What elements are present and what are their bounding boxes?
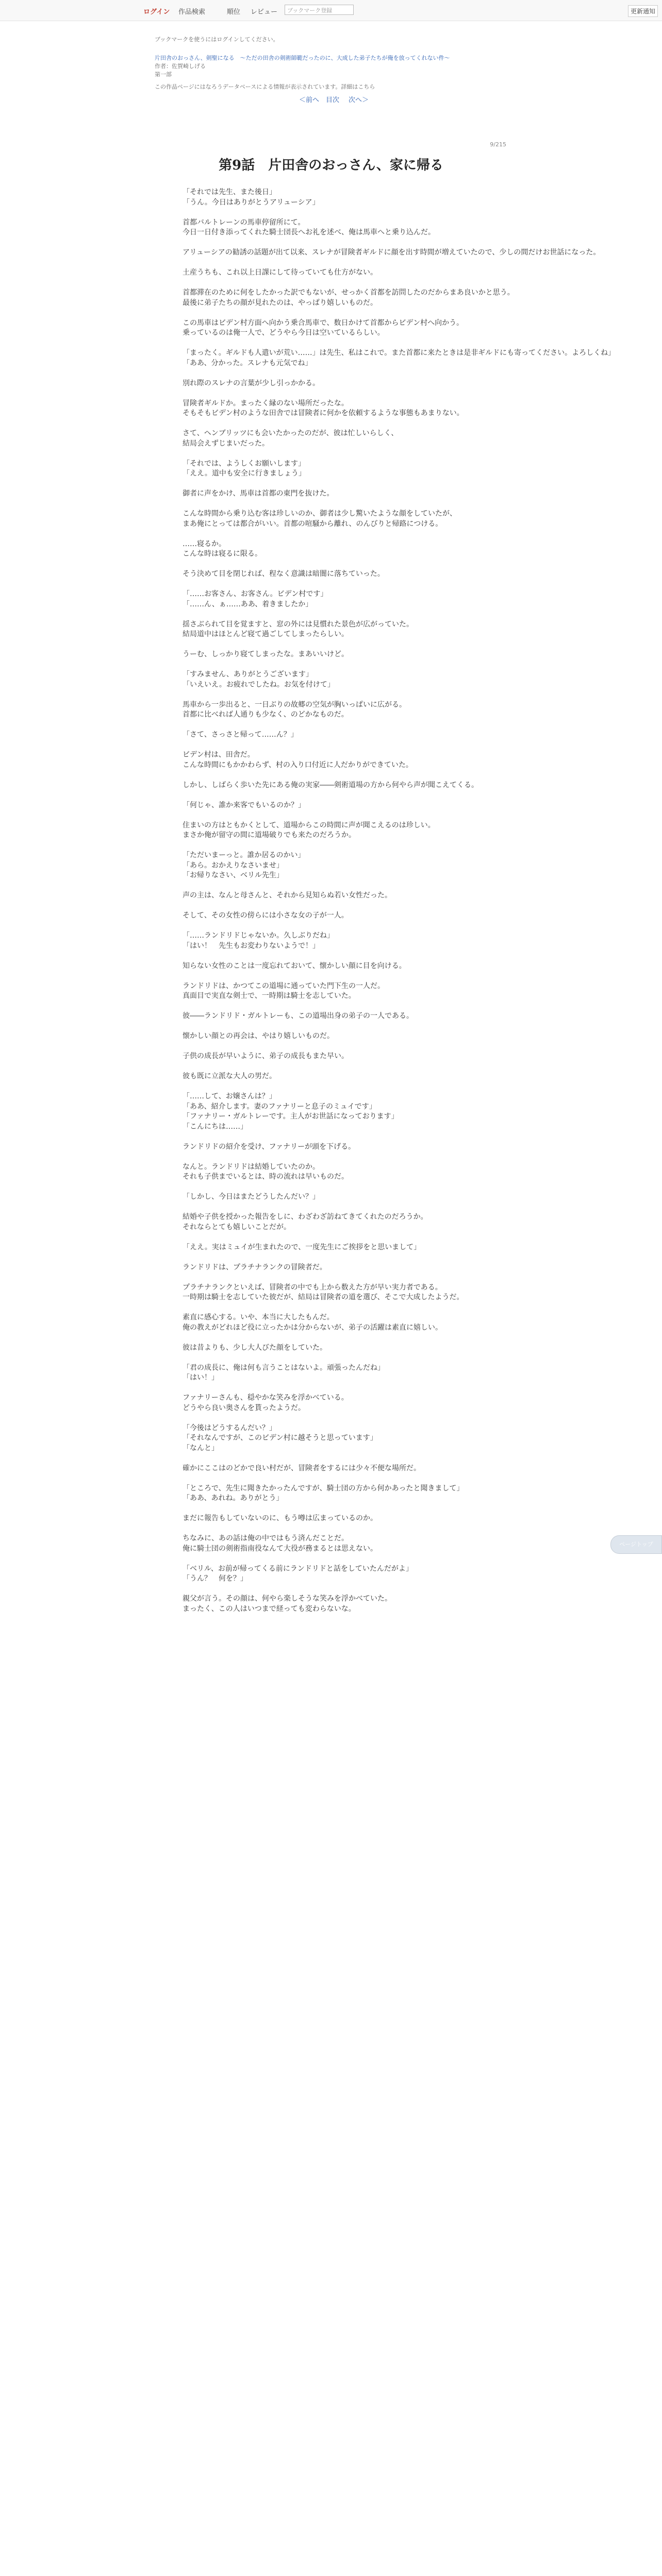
novel-line: 最後に弟子たちの顔が見れたのは、やっぱり嬉しいものだ。 [183, 298, 377, 307]
novel-line: 「すみません、ありがとうございます」 [183, 670, 313, 679]
novel-paragraph [183, 801, 482, 811]
novel-paragraph [183, 1092, 482, 1132]
next-episode-link[interactable]: 次へ＞ [349, 96, 369, 104]
novel-line: 真面目で実直な剣士で、一時期は騎士を志していた。 [183, 992, 356, 1000]
novel-line: 土産うちも、これ以上日課にして待っていても仕方がない。 [183, 268, 377, 277]
novel-line: 「ただいまーっと。誰か居るのかい」 [183, 851, 305, 859]
novel-line: ランドリドは、かつてこの道場に通っていた門下生の一人だ。 [183, 981, 385, 990]
novel-line: 首都に比べれば人通りも少なく、のどかなものだ。 [183, 710, 349, 719]
page-top-button[interactable]: ページトップ [610, 1535, 662, 1554]
novel-line: 彼は昔よりも、少し大人びた顔をしていた。 [183, 1343, 327, 1352]
novel-line: 別れ際のスレナの言葉が少し引っかかる。 [183, 379, 320, 387]
novel-line: こんな時間から乗り込む客は珍しいのか、御者は少し驚いたような顔をしていたが、 [183, 510, 457, 518]
novel-paragraph [183, 288, 515, 308]
novel-paragraph [183, 891, 482, 901]
novel-line: プラチナランクといえば、冒険者の中でも上から数えた方が早い実力者である。 [183, 1283, 442, 1292]
novel-line: そう決めて目を閉じれば、程なく意識は暗闇に落ちていった。 [183, 570, 385, 578]
novel-paragraph [183, 348, 616, 368]
novel-paragraph [183, 248, 601, 258]
novel-line: 「ええ。道中も安全に行きましょう」 [183, 469, 306, 478]
novel-paragraph [183, 1464, 482, 1474]
novel-paragraph [183, 569, 482, 580]
novel-paragraph [183, 821, 482, 841]
novel-line: さて、ヘンブリッツにも会いたかったのだが、彼は忙しいらしく、 [183, 429, 399, 437]
novel-line: 「……して、お嬢さんは？」 [183, 1092, 276, 1100]
novel-line: 馬車から一歩出ると、一日ぶりの故郷の空気が胸いっぱいに広がる。 [183, 700, 406, 709]
novel-paragraph [183, 1072, 482, 1082]
novel-line: 「ベリル、お前が帰ってくる前にランドリドと話をしていたんだがよ」 [183, 1564, 413, 1573]
bookmark-button[interactable]: 更新通知 [628, 5, 658, 17]
novel-paragraph [183, 268, 482, 278]
novel-line: それならとても嬉しいことだが。 [183, 1223, 291, 1231]
novel-paragraph [183, 489, 482, 499]
novel-paragraph [183, 218, 482, 238]
novel-line: 彼――ランドリド・ガルトレーも、この道場出身の弟子の一人である。 [183, 1012, 413, 1020]
novel-paragraph [183, 961, 482, 972]
novel-line: 「はい！ 先生もお変わりないようで！」 [183, 941, 320, 950]
novel-line: 「それでは先生、また後日」 [183, 188, 276, 196]
novel-paragraph [183, 1162, 482, 1182]
novel-paragraph [183, 1534, 482, 1554]
novel-line: 乗っているのは俺一人で、どうやら今日は空いているらしい。 [183, 329, 385, 337]
work-search-link[interactable]: 作品検索 [178, 8, 206, 16]
novel-paragraph [183, 931, 482, 951]
novel-paragraph [183, 509, 482, 529]
novel-line: 声の主は、なんと母さんと、それから見知らぬ若い女性だった。 [183, 891, 392, 900]
novel-line: 親父が言う。その顔は、何やら楽しそうな笑みを浮かべていた。 [183, 1595, 392, 1603]
episode-number: 9/215 [490, 141, 506, 148]
novel-line: 「さて、さっさと帰って……ん？」 [183, 731, 298, 739]
novel-paragraph [183, 1212, 482, 1232]
novel-line: 結局道中はほとんど寝て過ごしてしまったらしい。 [183, 630, 349, 638]
novel-line: 一時期は騎士を志していた彼だが、結局は冒険者の道を選び、そこで大成したようだ。 [183, 1293, 464, 1301]
novel-line: しかし、しばらく歩いた先にある俺の実家――剣術道場の方から何やら声が聞こえてくる。 [183, 781, 478, 789]
novel-paragraph [183, 750, 482, 770]
novel-line: 「あら。おかえりなさいませ」 [183, 861, 284, 870]
novel-paragraph [183, 1514, 482, 1524]
novel-line: 「それなんですが、このビデン村に越そうと思っています」 [183, 1434, 377, 1442]
novel-line: 結婚や子供を授かった報告をしに、わざわざ訪ねてきてくれたのだろうか。 [183, 1213, 428, 1221]
novel-paragraph [183, 911, 482, 921]
novel-line: 「今後はどうするんだい？」 [183, 1423, 276, 1432]
novel-line: 子供の成長が早いように、弟子の成長もまた早い。 [183, 1052, 349, 1060]
author-line: 作者：佐賀崎しげる [155, 63, 206, 70]
novel-line: 「君の成長に、俺は何も言うことはないよ。頑張ったんだね」 [183, 1363, 385, 1372]
novel-line: 「こんにちは……」 [183, 1122, 247, 1131]
novel-line: ランドリドの紹介を受け、ファナリーが頭を下げる。 [183, 1142, 356, 1151]
novel-paragraph [183, 700, 482, 720]
novel-paragraph [183, 459, 482, 479]
novel-paragraph [183, 1243, 482, 1253]
novel-line: ランドリドは、プラチナランクの冒険者だ。 [183, 1263, 327, 1272]
novel-line: 揺さぶられて目を覚ますと、窓の外には見慣れた景色が広がっていた。 [183, 620, 413, 629]
novel-paragraph [183, 981, 482, 1002]
novel-paragraph [183, 781, 482, 791]
novel-line: 「何じゃ、誰か来客でもいるのか？」 [183, 801, 305, 809]
novel-line: 「まったく。ギルドも人遣いが荒い……」は先生、私はこれで。また首都に来たときは是非ギルドにも寄ってください。よろしくね」 [183, 349, 616, 357]
novel-line: アリューシアの勧誘の話題が出て以来、スレナが冒険者ギルドに顔を出す時間が増えていたので、少しの間だけお世話になった。 [183, 248, 601, 257]
novel-paragraph [183, 1263, 482, 1273]
novel-paragraph [183, 1594, 482, 1614]
novel-line: 「お帰りなさい、ベリル先生」 [183, 871, 284, 879]
novel-line: 「うん。今日はありがとうアリューシア」 [183, 198, 320, 207]
novel-paragraph [183, 318, 482, 338]
novel-line: 御者に声をかけ、馬車は首都の東門を抜けた。 [183, 489, 334, 498]
novel-line: 「しかし、今日はまたどうしたんだい？」 [183, 1193, 320, 1201]
novel-line: 「ああ、あれね。ありがとう」 [183, 1494, 284, 1502]
login-notice: ブックマークを使うにはログインしてください。 [155, 36, 279, 43]
novel-line: 「それでは、ようしくお願いします」 [183, 459, 305, 468]
novel-line: どうやら良い奥さんを貰ったようだ。 [183, 1403, 305, 1412]
chapter-label: 第一部 [155, 71, 172, 78]
novel-line: 俺の教えがどれほど役に立ったかは分からないが、弟子の活躍は素直に嬉しい。 [183, 1323, 442, 1332]
novel-paragraph [183, 1313, 482, 1333]
prev-episode-link[interactable]: ＜前へ [299, 96, 320, 104]
novel-paragraph [183, 1343, 482, 1353]
novel-line: そして、その女性の傍らには小さな女の子が一人。 [183, 911, 349, 920]
novel-line: ビデン村は、田舎だ。 [183, 751, 255, 759]
novel-line: 俺に騎士団の剣術指南役なんて大役が務まるとは思えない。 [183, 1544, 377, 1553]
novel-paragraph [183, 1031, 482, 1042]
novel-line: こんな時は寝るに限る。 [183, 550, 262, 558]
novel-line: 「ああ、分かった。スレナも元気でね」 [183, 359, 312, 367]
novel-paragraph [183, 851, 482, 881]
novel-line: 「うん？ 何を？」 [183, 1574, 247, 1583]
novel-line: 「……ランドリドじゃないか。久しぶりだね」 [183, 931, 334, 940]
novel-line: 「いえいえ。お疲れでしたね。お気を付けて」 [183, 680, 335, 689]
novel-line: 「ファナリー・ガルトレーです。主人がお世話になっております」 [183, 1112, 399, 1121]
novel-body [183, 188, 616, 1624]
novel-paragraph [183, 379, 482, 389]
novel-line: 首都滞在のために何をしたかった訳でもないが、せっかく首都を訪問したのだからまあ良いかと思う。 [183, 289, 515, 297]
novel-paragraph [183, 620, 482, 640]
novel-line: 「ところで、先生に聞きたかったんですが、騎士団の方から何かあったと聞きまして」 [183, 1484, 464, 1493]
novel-line: こんな時間にもかかわらず、村の入り口付近に人だかりができていた。 [183, 760, 413, 769]
novel-line: 今日一日付き添ってくれた騎士団長へお礼を述べ、俺は馬車へと乗り込んだ。 [183, 228, 435, 236]
novel-line: 彼も既に立派な大人の男だ。 [183, 1072, 276, 1080]
novel-paragraph [183, 429, 482, 449]
novel-paragraph [183, 1363, 482, 1383]
novel-paragraph [183, 1142, 482, 1153]
top-navigation-bar [0, 0, 662, 21]
novel-line: ファナリーさんも、穏やかな笑みを浮かべている。 [183, 1394, 349, 1402]
novel-paragraph [183, 399, 482, 419]
novel-line: 住まいの方はともかくとして、道場からこの時間に声が聞こえるのは珍しい。 [183, 821, 435, 829]
novel-line: 素直に感心する。いや、本当に大したもんだ。 [183, 1313, 334, 1321]
novel-line: 懐かしい顔との再会は、やはり嬉しいものだ。 [183, 1032, 334, 1040]
novel-paragraph [183, 1564, 482, 1584]
novel-paragraph [183, 1283, 482, 1303]
novel-paragraph [183, 650, 482, 660]
novel-paragraph [183, 1052, 482, 1062]
novel-paragraph [183, 589, 482, 609]
novel-paragraph [183, 1484, 482, 1504]
novel-line: まだに報告もしていないのに、もう噂は広まっているのか。 [183, 1514, 377, 1522]
novel-line: そもそもビデン村のような田舎では冒険者に何かを依頼するような事態もあまりない。 [183, 409, 464, 417]
novel-line: 「ええ。実はミュイが生まれたので、一度先生にご挨拶をと思いまして」 [183, 1243, 421, 1251]
novel-line: まあ俺にとっては都合がいい。首都の喧騒から離れ、のんびりと帰路につける。 [183, 519, 443, 528]
novel-line: 「はい！」 [183, 1374, 219, 1382]
novel-line: この馬車はビデン村方面へ向かう乗合馬車で、数日かけて首都からビデン村へ向かう。 [183, 318, 464, 327]
novel-line: 「……ん、ぁ……ああ、着きましたか」 [183, 600, 313, 608]
series-title-link[interactable]: 片田舎のおっさん、剣聖になる ～ただの田舎の剣術師範だったのに、大成した弟子たちが俺を放ってくれない件～ [155, 55, 450, 61]
novel-line: 首都バルトレーンの馬車停留所にて。 [183, 218, 305, 227]
ranking-link[interactable]: 順位 [227, 8, 241, 16]
novel-line: ……寝るか。 [183, 539, 226, 548]
novel-line: まったく、この人はいつまで経っても変わらないな。 [183, 1604, 356, 1613]
novel-line: 「ああ、紹介します。妻のファナリーと息子のミュイです」 [183, 1102, 376, 1111]
novel-paragraph [183, 539, 482, 560]
novel-line: それも子供までいるとは、時の流れは早いものだ。 [183, 1173, 349, 1181]
novel-paragraph [183, 1423, 482, 1454]
novel-line: 確かにここはのどかで良い村だが、冒険者をするには少々不便な場所だ。 [183, 1464, 421, 1472]
novel-paragraph [183, 1011, 482, 1022]
search-input[interactable]: ブックマーク登録 [285, 5, 354, 15]
review-link[interactable]: レビュー [251, 8, 278, 16]
novel-line: 「なんと」 [183, 1444, 219, 1452]
novel-line: 結局会えずじまいだった。 [183, 439, 269, 448]
login-link[interactable]: ログイン [143, 8, 170, 16]
sekai-notice: この作品ページにはなろうデータベースによる情報が表示されています。詳細はこちら [155, 83, 375, 90]
episode-title: 第9話 片田舎のおっさん、家に帰る [219, 158, 443, 173]
novel-line: ちなみに、あの話は俺の中ではもう済んだことだ。 [183, 1534, 349, 1543]
index-link[interactable]: 目次 [326, 96, 340, 104]
novel-line: うーむ、しっかり寝てしまったな。まあいいけど。 [183, 650, 349, 658]
novel-line: まさか俺が留守の間に道場破りでも来たのだろうか。 [183, 831, 356, 839]
novel-line: なんと。ランドリドは結婚していたのか。 [183, 1162, 320, 1171]
novel-paragraph [183, 730, 482, 740]
novel-paragraph [183, 670, 482, 690]
novel-line: 冒険者ギルドか。まったく縁のない場所だったな。 [183, 399, 349, 408]
novel-paragraph [183, 188, 482, 208]
novel-line: 知らない女性のことは一度忘れておいて、懐かしい顔に目を向ける。 [183, 961, 406, 970]
novel-paragraph [183, 1393, 482, 1413]
novel-line: 「……お客さん、お客さん。ビデン村です」 [183, 590, 328, 598]
novel-paragraph [183, 1192, 482, 1202]
